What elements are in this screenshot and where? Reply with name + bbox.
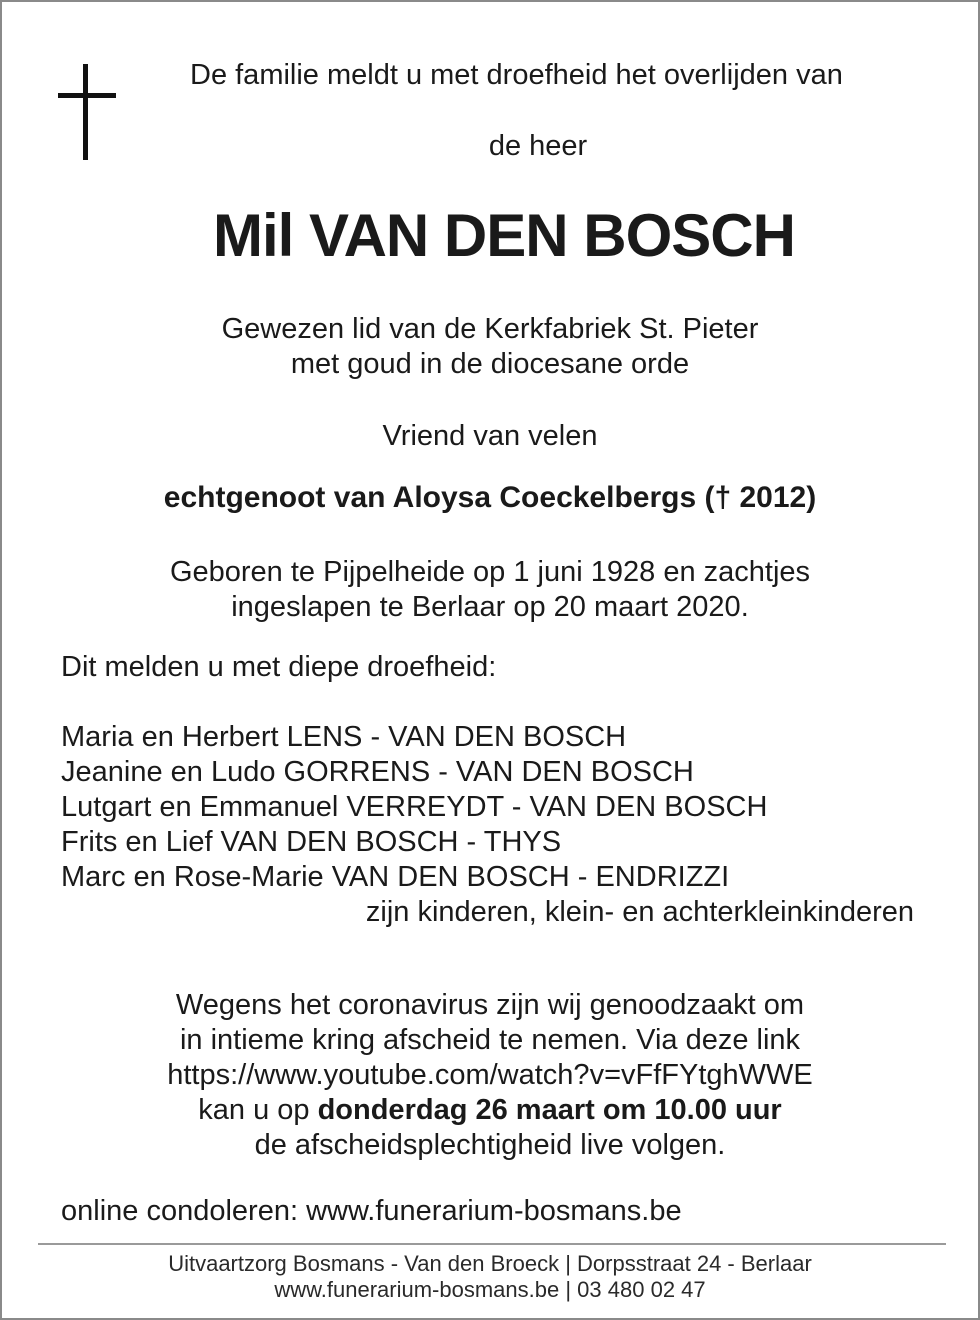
family-member: Jeanine en Ludo GORRENS - VAN DEN BOSCH bbox=[61, 756, 694, 788]
family-member: Marc en Rose-Marie VAN DEN BOSCH - ENDRIZZI bbox=[61, 861, 730, 893]
friend-line: Vriend van velen bbox=[382, 420, 598, 452]
footer-line-2: www.funerarium-bosmans.be | 03 480 02 47 bbox=[274, 1277, 706, 1302]
death-line: ingeslapen te Berlaar op 20 maart 2020. bbox=[231, 591, 749, 623]
corona-line-4 bbox=[2, 1092, 978, 1128]
salutation: de heer bbox=[488, 130, 588, 162]
merit-line-2: met goud in de diocesane orde bbox=[290, 348, 690, 380]
birth-line: Geboren te Pijpelheide op 1 juni 1928 en zachtjes bbox=[169, 556, 811, 588]
condolences-link[interactable]: online condoleren: www.funerarium-bosmans.be bbox=[61, 1195, 682, 1227]
family-member: Lutgart en Emmanuel VERREYDT - VAN DEN BOSCH bbox=[61, 791, 768, 823]
announcers-intro: Dit melden u met diepe droefheid: bbox=[61, 651, 497, 683]
intro-text: De familie meldt u met droefheid het overlijden van bbox=[190, 59, 843, 91]
family-member: Maria en Herbert LENS - VAN DEN BOSCH bbox=[61, 721, 627, 753]
corona-line-1: Wegens het coronavirus zijn wij genoodzaakt om bbox=[175, 989, 805, 1021]
footer-line-1: Uitvaartzorg Bosmans - Van den Broeck | Dorpsstraat 24 - Berlaar bbox=[168, 1251, 812, 1276]
spouse-line: echtgenoot van Aloysa Coeckelbergs († 2012) bbox=[163, 481, 817, 514]
footer-divider bbox=[38, 1243, 946, 1245]
corona-line-2: in intieme kring afscheid te nemen. Via deze link bbox=[179, 1024, 801, 1056]
family-member: Frits en Lief VAN DEN BOSCH - THYS bbox=[61, 826, 562, 858]
family-caption: zijn kinderen, klein- en achterkleinkinderen bbox=[365, 896, 914, 928]
service-datetime: donderdag 26 maart om 10.00 uur bbox=[317, 1094, 782, 1126]
livestream-link[interactable]: https://www.youtube.com/watch?v=vFfFYtghWWE bbox=[167, 1059, 813, 1091]
deceased-name: Mil VAN DEN BOSCH bbox=[213, 202, 795, 269]
merit-line-1: Gewezen lid van de Kerkfabriek St. Pieter bbox=[221, 313, 759, 345]
corona-line-4-prefix: kan u op bbox=[198, 1094, 318, 1126]
corona-line-5: de afscheidsplechtigheid live volgen. bbox=[254, 1129, 726, 1161]
